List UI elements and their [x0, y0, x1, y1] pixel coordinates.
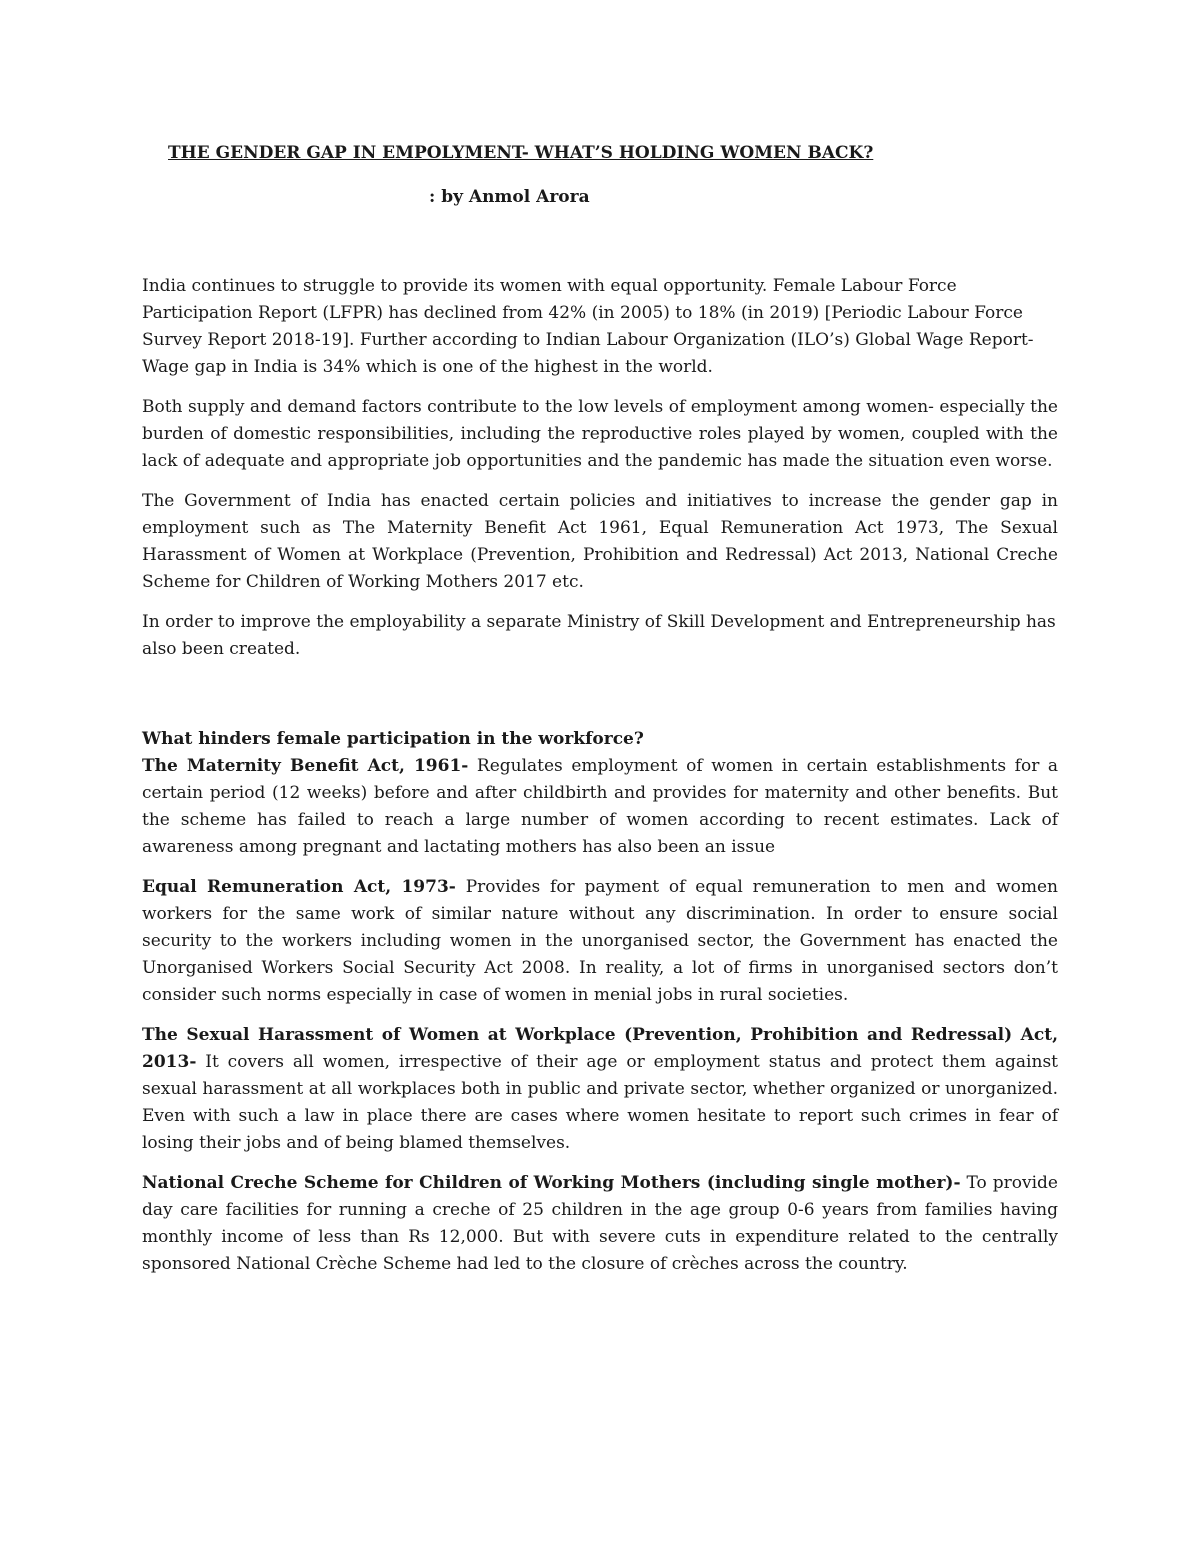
- paragraph-intro: India continues to struggle to provide its women with equal opportunity. Female Labour Force Participation Report (LFPR) has declined from 42% (in 2005) to 18% (in 2019) [Periodic Labour Force Survey Report 2018-19]. Further according to Indian Labour Organization (ILO’s) Global Wage Report- Wage gap in India is 34% which is one of the highest in the world.: [142, 276, 1034, 377]
- act-name: National Creche Scheme for Children of Working Mothers (including single mother)-: [142, 1173, 961, 1193]
- section-heading: What hinders female participation in the workforce?: [142, 729, 644, 749]
- paragraph-supply-demand: Both supply and demand factors contribute to the low levels of employment among women- especially the burden of domestic responsibilities, including the reproductive roles played by women, coupled with the lack of adequate and appropriate job opportunities and the pandemic has made the situation even worse.: [142, 397, 1058, 471]
- act-sexual-harassment: [142, 1022, 1058, 1157]
- act-name: The Sexual Harassment of Women at Workplace (Prevention, Prohibition and Redressal) Act, 2013-: [142, 1025, 1058, 1072]
- document-title: THE GENDER GAP IN EMPOLYMENT- WHAT’S HOLDING WOMEN BACK?: [168, 143, 874, 163]
- paragraph-skill-ministry: In order to improve the employability a separate Ministry of Skill Development and Entrepreneurship has also been created.: [142, 612, 1056, 659]
- act-description: It covers all women, irrespective of their age or employment status and protect them against sexual harassment at all workplaces both in public and private sector, whether organized or unorganized. Even with such a law in place there are cases where women hesitate to report such crimes in fear of losing their jobs and of being blamed themselves.: [142, 1052, 1058, 1153]
- act-description: Regulates employment of women in certain establishments for a certain period (12 weeks) before and after childbirth and provides for maternity and other benefits. But the scheme has failed to reach a large number of women according to recent estimates. Lack of awareness among pregnant and lactating mothers has also been an issue: [142, 756, 1058, 857]
- act-description: To provide day care facilities for running a creche of 25 children in the age group 0-6 years from families having monthly income of less than Rs 12,000. But with severe cuts in expenditure related to the centrally sponsored National Crèche Scheme had led to the closure of crèches across the country.: [142, 1173, 1058, 1274]
- act-national-creche-scheme: [142, 1170, 1058, 1278]
- act-equal-remuneration: [142, 874, 1058, 1009]
- act-name: The Maternity Benefit Act, 1961-: [142, 756, 469, 776]
- act-name: Equal Remuneration Act, 1973-: [142, 877, 456, 897]
- author-byline: : by Anmol Arora: [429, 187, 590, 207]
- paragraph-government-policies: The Government of India has enacted certain policies and initiatives to increase the gender gap in employment such as The Maternity Benefit Act 1961, Equal Remuneration Act 1973, The Sexual Harassment of Women at Workplace (Prevention, Prohibition and Redressal) Act 2013, National Creche Scheme for Children of Working Mothers 2017 etc.: [142, 491, 1058, 592]
- act-maternity-benefit: [142, 753, 1058, 861]
- act-description: Provides for payment of equal remuneration to men and women workers for the same work of similar nature without any discrimination. In order to ensure social security to the workers including women in the unorganised sector, the Government has enacted the Unorganised Workers Social Security Act 2008. In reality, a lot of firms in unorganised sectors don’t consider such norms especially in case of women in menial jobs in rural societies.: [142, 877, 1058, 1005]
- document-body: [142, 140, 1058, 1278]
